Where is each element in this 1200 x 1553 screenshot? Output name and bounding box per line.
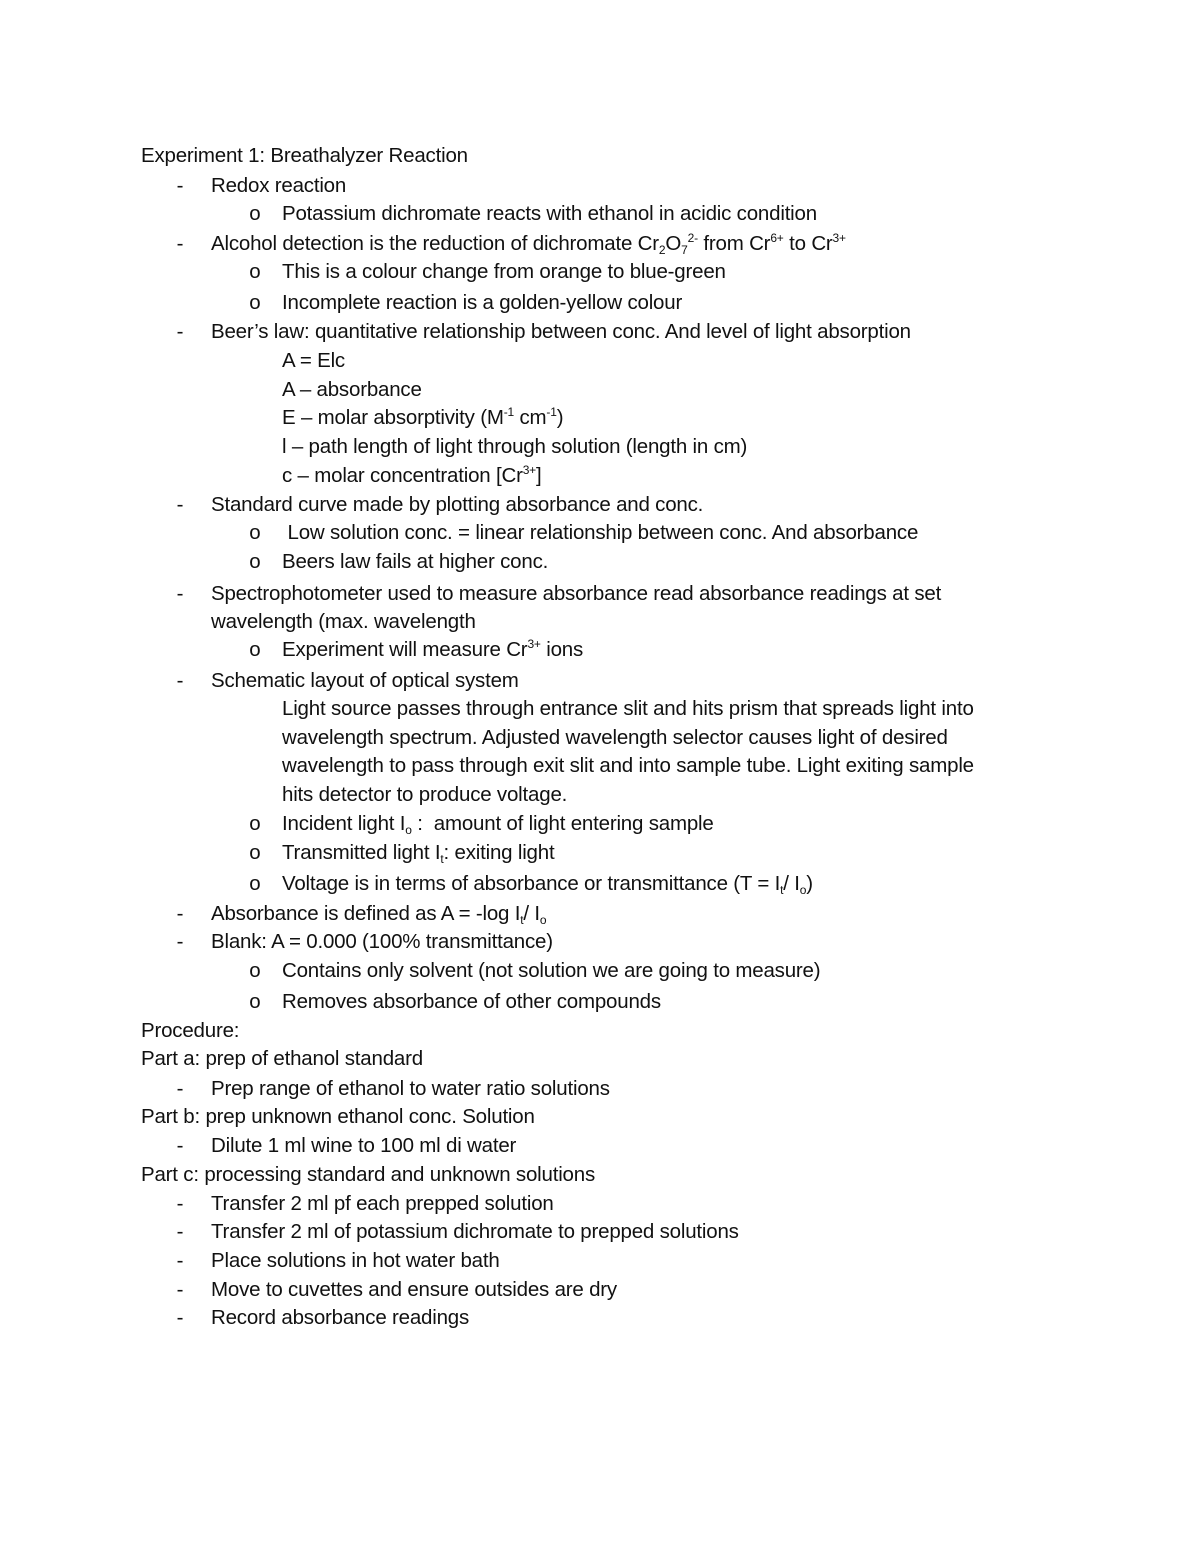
heading-part-c: Part c: processing standard and unknown solutions <box>141 1163 596 1186</box>
item-part-c-step-3: Place solutions in hot water bath <box>211 1249 500 1272</box>
circle-bullet: o <box>249 260 261 283</box>
definition-molar-absorptivity: E – molar absorptivity ($M^{-1}$ $cm^{-1}$) <box>282 405 564 429</box>
item-beers-law: Beer’s law: quantitative relationship between conc. And level of light absorption <box>211 320 911 343</box>
definition-path-length: l – path length of light through solution (length in cm) <box>282 435 748 458</box>
dash-bullet: - <box>176 582 184 605</box>
circle-bullet: o <box>249 521 261 544</box>
dash-bullet: - <box>176 320 184 343</box>
item-spectrophotometer: Spectrophotometer used to measure absorbance read absorbance readings at set <box>211 582 942 605</box>
equation-beers-law: A = Elc <box>282 349 345 372</box>
item-alcohol-detection: Alcohol detection is the reduction of dichromate $Cr_2O_7^{2-}$ from $Cr^{6+}$ to $Cr^{3+}$ <box>211 231 846 257</box>
circle-bullet: o <box>249 638 261 661</box>
dash-bullet: - <box>176 669 184 692</box>
item-low-conc-linear: Low solution conc. = linear relationship between conc. And absorbance <box>282 521 919 544</box>
circle-bullet: o <box>249 550 261 573</box>
dash-bullet: - <box>176 174 184 197</box>
dash-bullet: - <box>176 1134 184 1157</box>
circle-bullet: o <box>249 202 261 225</box>
item-colour-change: This is a colour change from orange to blue-green <box>282 260 726 283</box>
dash-bullet: - <box>176 902 184 925</box>
item-part-c-step-2: Transfer 2 ml of potassium dichromate to prepped solutions <box>211 1220 739 1243</box>
item-part-a-step: Prep range of ethanol to water ratio solutions <box>211 1077 610 1100</box>
heading-part-b: Part b: prep unknown ethanol conc. Solution <box>141 1105 535 1128</box>
circle-bullet: o <box>249 990 261 1013</box>
item-blank-removes: Removes absorbance of other compounds <box>282 990 661 1013</box>
definition-absorbance: A – absorbance <box>282 378 422 401</box>
circle-bullet: o <box>249 959 261 982</box>
item-blank: Blank: A = 0.000 (100% transmittance) <box>211 930 553 953</box>
item-standard-curve: Standard curve made by plotting absorbance and conc. <box>211 493 704 516</box>
paragraph-optical-system-2: wavelength spectrum. Adjusted wavelength selector causes light of desired <box>282 726 948 749</box>
circle-bullet: o <box>249 841 261 864</box>
dash-bullet: - <box>176 1249 184 1272</box>
item-part-c-step-5: Record absorbance readings <box>211 1306 470 1329</box>
circle-bullet: o <box>249 812 261 835</box>
dash-bullet: - <box>176 930 184 953</box>
paragraph-optical-system-1: Light source passes through entrance slit and hits prism that spreads light into <box>282 697 974 720</box>
dash-bullet: - <box>176 1278 184 1301</box>
item-part-c-step-4: Move to cuvettes and ensure outsides are dry <box>211 1278 617 1301</box>
item-part-b-step: Dilute 1 ml wine to 100 ml di water <box>211 1134 517 1157</box>
item-blank-solvent: Contains only solvent (not solution we are going to measure) <box>282 959 821 982</box>
dash-bullet: - <box>176 1192 184 1215</box>
item-measure-cr-ions: Experiment will measure $Cr^{3+}$ ions <box>282 637 584 661</box>
item-part-c-step-1: Transfer 2 ml pf each prepped solution <box>211 1192 554 1215</box>
item-incident-light: Incident light $I_o$ : amount of light entering sample <box>282 812 714 837</box>
paragraph-optical-system-3: wavelength to pass through exit slit and into sample tube. Light exiting sample <box>282 754 974 777</box>
item-spectrophotometer-cont: wavelength (max. wavelength <box>211 610 476 633</box>
item-schematic-layout: Schematic layout of optical system <box>211 669 519 692</box>
circle-bullet: o <box>249 872 261 895</box>
dash-bullet: - <box>176 1306 184 1329</box>
item-beers-law-fails: Beers law fails at higher conc. <box>282 550 549 573</box>
circle-bullet: o <box>249 291 261 314</box>
item-absorbance-defined: Absorbance is defined as A = -log $I_t/$ $I_o$ <box>211 902 547 927</box>
definition-molar-concentration: c – molar concentration $[Cr^{3+}]$ <box>282 463 542 487</box>
item-voltage: Voltage is in terms of absorbance or transmittance ($T = I_t/$ $I_o$) <box>282 872 813 897</box>
item-redox: Redox reaction <box>211 174 347 197</box>
paragraph-optical-system-4: hits detector to produce voltage. <box>282 783 568 806</box>
dash-bullet: - <box>176 232 184 255</box>
heading-part-a: Part a: prep of ethanol standard <box>141 1047 423 1070</box>
item-transmitted-light: Transmitted light $I_t$: exiting light <box>282 841 555 866</box>
heading-experiment-1: Experiment 1: Breathalyzer Reaction <box>141 144 468 167</box>
heading-procedure: Procedure: <box>141 1019 240 1042</box>
item-redox-detail: Potassium dichromate reacts with ethanol in acidic condition <box>282 202 817 225</box>
item-incomplete-reaction: Incomplete reaction is a golden-yellow colour <box>282 291 683 314</box>
dash-bullet: - <box>176 1220 184 1243</box>
dash-bullet: - <box>176 493 184 516</box>
dash-bullet: - <box>176 1077 184 1100</box>
